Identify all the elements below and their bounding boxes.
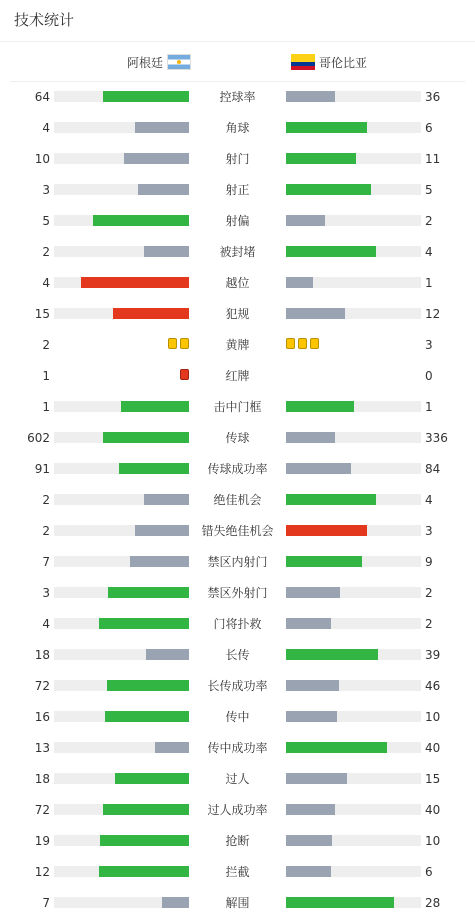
away-bar-track <box>286 184 421 195</box>
home-value: 4 <box>42 121 50 135</box>
home-bar-fill <box>103 804 189 815</box>
home-value: 18 <box>34 772 50 786</box>
away-value: 46 <box>425 679 441 693</box>
away-bar-track <box>286 215 421 226</box>
away-value: 39 <box>425 648 441 662</box>
away-value: 40 <box>425 741 441 755</box>
home-bar-fill <box>113 308 189 319</box>
home-bar-track <box>54 711 189 722</box>
away-bar-track <box>286 463 421 474</box>
home-bar-track <box>54 835 189 846</box>
away-bar-track <box>286 401 421 412</box>
away-value: 6 <box>425 121 433 135</box>
away-bar-fill <box>286 494 376 505</box>
stat-row <box>0 205 475 236</box>
home-bar-track <box>54 618 189 629</box>
away-bar-track <box>286 277 421 288</box>
away-bar-track <box>286 246 421 257</box>
home-bar-track <box>54 897 189 908</box>
away-bar-track <box>286 91 421 102</box>
home-bar-fill <box>144 494 189 505</box>
home-bar-fill <box>81 277 189 288</box>
away-bar-fill <box>286 773 347 784</box>
away-bar-fill <box>286 215 325 226</box>
away-value: 3 <box>425 338 433 352</box>
home-bar-fill <box>108 587 189 598</box>
away-bar-track <box>286 122 421 133</box>
stat-row <box>0 422 475 453</box>
away-team-name: 哥伦比亚 <box>319 55 368 70</box>
home-value: 13 <box>34 741 50 755</box>
home-value: 16 <box>34 710 50 724</box>
away-value: 84 <box>425 462 441 476</box>
away-bar-fill <box>286 556 362 567</box>
home-cards <box>168 338 189 349</box>
home-bar-fill <box>138 184 189 195</box>
stat-label: 门将扑救 <box>213 617 262 631</box>
home-value: 91 <box>34 462 50 476</box>
away-bar-fill <box>286 587 340 598</box>
away-bar-track <box>286 773 421 784</box>
stat-label: 禁区内射门 <box>207 555 268 569</box>
stat-label: 射正 <box>225 183 250 197</box>
home-bar-track <box>54 494 189 505</box>
stat-row <box>0 670 475 701</box>
away-bar-track <box>286 711 421 722</box>
stat-row <box>0 236 475 267</box>
home-bar-track <box>54 308 189 319</box>
home-bar-track <box>54 215 189 226</box>
stat-label: 传中 <box>225 710 250 724</box>
stat-label: 射偏 <box>225 214 250 228</box>
home-value: 4 <box>42 276 50 290</box>
home-value: 5 <box>42 214 50 228</box>
stat-row <box>0 453 475 484</box>
stat-row <box>0 732 475 763</box>
stat-label: 拦截 <box>225 865 250 879</box>
away-value: 28 <box>425 896 441 910</box>
home-value: 602 <box>27 431 50 445</box>
home-value: 18 <box>34 648 50 662</box>
away-bar-fill <box>286 711 337 722</box>
stat-row <box>0 794 475 825</box>
away-bar-track <box>286 618 421 629</box>
away-value: 10 <box>425 710 441 724</box>
home-bar-track <box>54 804 189 815</box>
away-value: 2 <box>425 617 433 631</box>
home-bar-track <box>54 525 189 536</box>
away-bar-track <box>286 866 421 877</box>
stat-label: 过人成功率 <box>207 803 268 817</box>
stat-label: 射门 <box>225 152 250 166</box>
stat-row <box>0 546 475 577</box>
home-bar-fill <box>105 711 189 722</box>
home-bar-fill <box>93 215 189 226</box>
home-value: 2 <box>42 338 50 352</box>
home-bar-track <box>54 153 189 164</box>
away-bar-fill <box>286 308 345 319</box>
away-bar-fill <box>286 897 394 908</box>
stat-row <box>0 298 475 329</box>
stat-label: 犯规 <box>225 307 250 321</box>
home-value: 10 <box>34 152 50 166</box>
away-bar-track <box>286 432 421 443</box>
home-bar-fill <box>107 680 189 691</box>
home-bar-fill <box>115 773 189 784</box>
away-bar-fill <box>286 866 331 877</box>
stat-row <box>0 701 475 732</box>
away-team <box>291 53 367 71</box>
page-title: 技术统计 <box>14 11 75 29</box>
away-bar-track <box>286 835 421 846</box>
stat-label: 黄牌 <box>225 338 250 352</box>
stats-header <box>0 0 475 42</box>
stat-row <box>0 608 475 639</box>
colombia-flag-icon <box>291 54 315 70</box>
away-value: 4 <box>425 493 433 507</box>
stat-row <box>0 825 475 856</box>
stat-row <box>0 360 475 391</box>
home-value: 3 <box>42 183 50 197</box>
stat-label: 绝佳机会 <box>213 493 262 507</box>
home-value: 2 <box>42 245 50 259</box>
away-bar-fill <box>286 401 354 412</box>
away-bar-fill <box>286 618 331 629</box>
stat-row <box>0 515 475 546</box>
away-value: 4 <box>425 245 433 259</box>
teams-bar <box>10 42 465 82</box>
home-bar-track <box>54 556 189 567</box>
home-bar-fill <box>162 897 189 908</box>
home-bar-track <box>54 184 189 195</box>
stats-list <box>0 81 475 918</box>
home-value: 72 <box>34 803 50 817</box>
stat-row <box>0 484 475 515</box>
away-bar-track <box>286 804 421 815</box>
home-bar-track <box>54 91 189 102</box>
home-bar-fill <box>103 91 189 102</box>
yellow-card-icon <box>168 338 177 349</box>
away-bar-fill <box>286 649 378 660</box>
away-value: 9 <box>425 555 433 569</box>
home-bar-fill <box>135 122 189 133</box>
home-value: 19 <box>34 834 50 848</box>
home-value: 2 <box>42 524 50 538</box>
home-value: 4 <box>42 617 50 631</box>
home-bar-track <box>54 122 189 133</box>
away-value: 10 <box>425 834 441 848</box>
stat-row <box>0 763 475 794</box>
home-bar-track <box>54 680 189 691</box>
stat-label: 长传 <box>225 648 250 662</box>
away-bar-fill <box>286 742 387 753</box>
stat-label: 禁区外射门 <box>207 586 268 600</box>
stat-label: 越位 <box>225 276 250 290</box>
yellow-card-icon <box>310 338 319 349</box>
stat-label: 传球成功率 <box>207 462 268 476</box>
away-value: 36 <box>425 90 441 104</box>
home-team-name: 阿根廷 <box>126 55 163 70</box>
away-value: 6 <box>425 865 433 879</box>
home-bar-fill <box>130 556 189 567</box>
away-value: 12 <box>425 307 441 321</box>
away-bar-track <box>286 556 421 567</box>
stat-row <box>0 267 475 298</box>
red-card-icon <box>180 369 189 380</box>
yellow-card-icon <box>298 338 307 349</box>
stat-label: 红牌 <box>225 369 250 383</box>
away-bar-track <box>286 494 421 505</box>
home-bar-fill <box>100 835 189 846</box>
stat-row <box>0 391 475 422</box>
stat-label: 传球 <box>225 431 250 445</box>
stat-row <box>0 112 475 143</box>
away-bar-fill <box>286 184 371 195</box>
home-bar-fill <box>135 525 189 536</box>
away-bar-fill <box>286 525 367 536</box>
away-bar-fill <box>286 153 356 164</box>
stat-label: 抢断 <box>225 834 250 848</box>
stat-row <box>0 639 475 670</box>
away-bar-fill <box>286 680 339 691</box>
home-bar-track <box>54 742 189 753</box>
home-bar-track <box>54 463 189 474</box>
stat-row <box>0 887 475 918</box>
away-bar-track <box>286 153 421 164</box>
home-bar-fill <box>103 432 189 443</box>
away-bar-fill <box>286 463 351 474</box>
home-cards <box>180 369 189 380</box>
home-value: 7 <box>42 555 50 569</box>
home-value: 1 <box>42 369 50 383</box>
away-bar-fill <box>286 246 376 257</box>
away-bar-track <box>286 525 421 536</box>
away-value: 2 <box>425 214 433 228</box>
away-value: 1 <box>425 276 433 290</box>
home-bar-fill <box>119 463 189 474</box>
argentina-flag-icon <box>167 54 191 70</box>
away-bar-track <box>286 308 421 319</box>
home-value: 1 <box>42 400 50 414</box>
home-bar-fill <box>121 401 189 412</box>
away-bar-track <box>286 680 421 691</box>
stat-label: 过人 <box>225 772 250 786</box>
away-bar-fill <box>286 91 335 102</box>
home-value: 2 <box>42 493 50 507</box>
yellow-card-icon <box>180 338 189 349</box>
stat-row <box>0 329 475 360</box>
home-bar-track <box>54 649 189 660</box>
home-bar-track <box>54 401 189 412</box>
away-value: 1 <box>425 400 433 414</box>
away-value: 3 <box>425 524 433 538</box>
stat-label: 传中成功率 <box>207 741 268 755</box>
away-value: 15 <box>425 772 441 786</box>
home-bar-fill <box>155 742 189 753</box>
stat-label: 角球 <box>225 121 250 135</box>
away-value: 40 <box>425 803 441 817</box>
home-team <box>127 53 191 71</box>
stat-label: 错失绝佳机会 <box>201 524 274 538</box>
away-value: 5 <box>425 183 433 197</box>
away-bar-track <box>286 587 421 598</box>
away-bar-fill <box>286 835 332 846</box>
home-bar-track <box>54 773 189 784</box>
home-value: 64 <box>34 90 50 104</box>
stat-label: 控球率 <box>219 90 256 104</box>
stat-row <box>0 143 475 174</box>
stat-row <box>0 577 475 608</box>
stat-label: 解围 <box>225 896 250 910</box>
stat-row <box>0 81 475 112</box>
home-bar-track <box>54 866 189 877</box>
home-bar-fill <box>146 649 189 660</box>
away-bar-fill <box>286 277 313 288</box>
stat-label: 被封堵 <box>219 245 256 259</box>
away-value: 11 <box>425 152 441 166</box>
home-bar-track <box>54 277 189 288</box>
away-bar-fill <box>286 122 367 133</box>
away-bar-track <box>286 897 421 908</box>
away-bar-track <box>286 649 421 660</box>
away-value: 336 <box>425 431 448 445</box>
stat-row <box>0 174 475 205</box>
home-value: 72 <box>34 679 50 693</box>
stat-label: 击中门框 <box>213 400 262 414</box>
home-bar-fill <box>144 246 189 257</box>
home-bar-track <box>54 246 189 257</box>
home-value: 7 <box>42 896 50 910</box>
away-value: 2 <box>425 586 433 600</box>
away-value: 0 <box>425 369 433 383</box>
away-bar-track <box>286 742 421 753</box>
away-bar-fill <box>286 804 335 815</box>
home-bar-fill <box>124 153 189 164</box>
home-bar-fill <box>99 618 189 629</box>
home-value: 12 <box>34 865 50 879</box>
home-bar-fill <box>99 866 189 877</box>
stat-row <box>0 856 475 887</box>
home-value: 15 <box>34 307 50 321</box>
stat-label: 长传成功率 <box>207 679 268 693</box>
home-value: 3 <box>42 586 50 600</box>
home-bar-track <box>54 432 189 443</box>
away-bar-fill <box>286 432 335 443</box>
yellow-card-icon <box>286 338 295 349</box>
away-cards <box>286 338 319 349</box>
home-bar-track <box>54 587 189 598</box>
